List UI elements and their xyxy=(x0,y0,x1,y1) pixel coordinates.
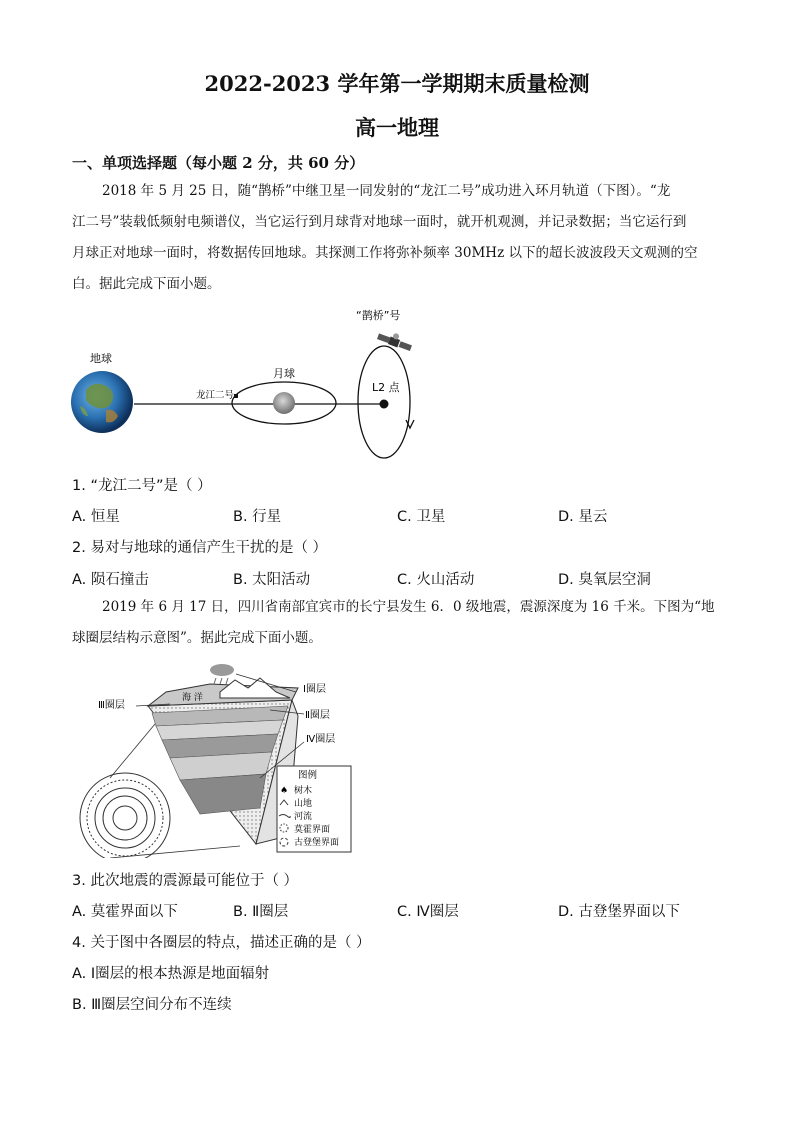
moon-label: 月球 xyxy=(273,367,295,380)
passage-line: 球圈层结构示意图”。据此完成下面小题。 xyxy=(72,630,322,646)
moon-icon xyxy=(273,392,295,414)
passage-line: 2019 年 6 月 17 日，四川省南部宜宾市的长宁县发生 6．0 级地震，震源深度为 16 千米。下图为“地 xyxy=(102,599,715,615)
l2-point xyxy=(380,400,389,409)
q1-option-d[interactable]: D. 星云 xyxy=(558,509,608,525)
legend-item: 河流 xyxy=(294,812,313,822)
page-subtitle: 高一地理 xyxy=(355,115,439,140)
layer-3-label: Ⅲ圈层 xyxy=(98,700,125,711)
q2-option-c[interactable]: C. 火山活动 xyxy=(397,572,475,588)
q3-option-d[interactable]: D. 古登堡界面以下 xyxy=(558,904,680,920)
legend-item: 山地 xyxy=(294,799,313,809)
passage-line: 2018 年 5 月 25 日，随“鹊桥”中继卫星一同发射的“龙江二号”成功进入环月轨道（下图）。“龙 xyxy=(102,183,671,199)
q4-option-b[interactable]: B. Ⅲ圈层空间分布不连续 xyxy=(72,997,232,1013)
q3-option-a[interactable]: A. 莫霍界面以下 xyxy=(72,904,178,920)
longjiang-satellite-icon xyxy=(234,394,238,398)
legend-item: 莫霍界面 xyxy=(294,825,331,835)
earth-cross-section xyxy=(80,773,170,858)
passage-2 xyxy=(72,592,722,654)
question-2-stem: 2. 易对与地球的通信产生干扰的是（ ） xyxy=(72,540,328,556)
legend-title: 图例 xyxy=(298,770,318,781)
l2-label: L2 点 xyxy=(372,381,400,394)
queqiao-label: “鹊桥”号 xyxy=(356,309,401,322)
q3-option-c[interactable]: C. Ⅳ圈层 xyxy=(397,904,459,920)
passage-line: 江二号”装载低频射电频谱仪，当它运行到月球背对地球一面时，就开机观测，并记录数据；当它运行到 xyxy=(72,214,687,230)
question-1-stem: 1. “龙江二号”是（ ） xyxy=(72,478,212,494)
layer-4-label: Ⅳ圈层 xyxy=(306,734,336,745)
q2-option-b[interactable]: B. 太阳活动 xyxy=(233,572,311,588)
section-heading: 一、单项选择题（每小题 2 分，共 60 分） xyxy=(72,154,365,172)
passage-line: 月球正对地球一面时，将数据传回地球。其探测工作将弥补频率 30MHz 以下的超长波波段天文观测的空 xyxy=(72,245,698,261)
legend-item: 树木 xyxy=(294,786,313,796)
earth-wedge xyxy=(148,678,298,844)
longjiang-label: 龙江二号 xyxy=(196,390,235,401)
q1-option-b[interactable]: B. 行星 xyxy=(233,509,282,525)
earth-layers-figure xyxy=(70,658,360,858)
layer-1-label: Ⅰ圈层 xyxy=(303,684,326,695)
q2-option-a[interactable]: A. 陨石撞击 xyxy=(72,572,149,588)
legend-item: 古登堡界面 xyxy=(294,838,340,848)
layer-2-label: Ⅱ圈层 xyxy=(305,710,330,721)
earth-label: 地球 xyxy=(90,352,112,365)
tree-icon: ♠ xyxy=(280,786,289,796)
q1-option-a[interactable]: A. 恒星 xyxy=(72,509,120,525)
question-3-stem: 3. 此次地震的震源最可能位于（ ） xyxy=(72,873,299,889)
queqiao-satellite-icon xyxy=(377,328,414,352)
q1-option-c[interactable]: C. 卫星 xyxy=(397,509,446,525)
orbit-figure xyxy=(66,302,436,462)
legend xyxy=(277,766,351,852)
cloud-icon xyxy=(210,664,234,684)
ocean-label: 海 洋 xyxy=(182,693,203,703)
question-4-stem: 4. 关于图中各圈层的特点，描述正确的是（ ） xyxy=(72,935,371,951)
q2-option-d[interactable]: D. 臭氧层空洞 xyxy=(558,572,651,588)
earth-icon xyxy=(71,371,133,433)
q4-option-a[interactable]: A. Ⅰ圈层的根本热源是地面辐射 xyxy=(72,966,270,982)
passage-1 xyxy=(72,176,722,300)
q3-option-b[interactable]: B. Ⅱ圈层 xyxy=(233,904,289,920)
passage-line: 白。据此完成下面小题。 xyxy=(72,276,221,292)
page-title: 2022-2023 学年第一学期期末质量检测 xyxy=(204,71,590,96)
